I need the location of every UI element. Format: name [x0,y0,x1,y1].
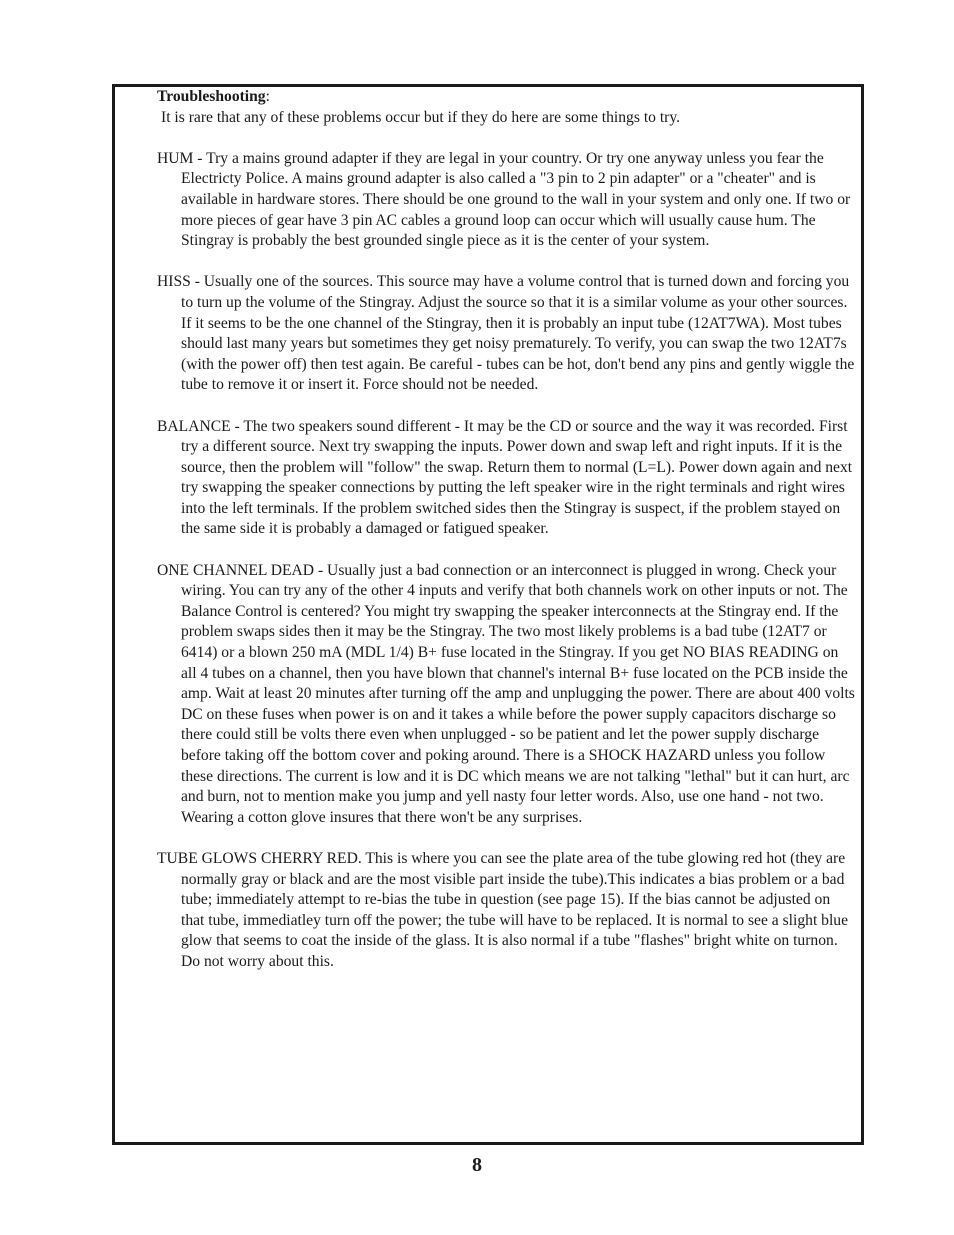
tube-glows-cherry-red-paragraph: TUBE GLOWS CHERRY RED. This is where you can see the plate area of the tube glowing red hot (they are normally gray or black and are the most visible part inside the tube).This indicates a bias problem or a bad tube; immediately attempt to re-bias the tube in question (see page 15). If the bias cannot be adjusted on that tube, immediatley turn off the power; the tube will have to be replaced. It is normal to see a slight blue glow that seems to coat the inside of the glass. It is also normal if a tube "flashes" bright white on turnon. Do not worry about this. [157,849,849,970]
hiss-paragraph: HISS - Usually one of the sources. This source may have a volume control that is turned down and forcing you to turn up the volume of the Stingray. Adjust the source so that it is a similar volume as your other sources. If it seems to be the one channel of the Stingray, then it is probably an input tube (12AT7WA). Most tubes should last many years but sometimes they get noisy prematurely. To verify, you can swap the two 12AT7s (with the power off) then test again. Be careful - tubes can be hot, don't bend any pins and gently wiggle the tube to remove it or insert it. Force should not be needed. [157,273,855,394]
troubleshooting-title: Troubleshooting [157,88,266,105]
page-number: 8 [472,1154,482,1176]
heading-colon: : [265,88,270,105]
balance-paragraph: BALANCE - The two speakers sound different - It may be the CD or source and the way it was recorded. First try a different source. Next try swapping the inputs. Power down and swap left and right inputs. If it is the source, then the problem will "follow" the swap. Return them to normal (L=L). Power down again and next try swapping the speaker connections by putting the left speaker wire in the right terminals and right wires into the left terminals. If the problem switched sides then the Stingray is suspect, if the problem stayed on the same side it is probably a damaged or fatigued speaker. [157,417,853,538]
section-heading [157,87,857,108]
intro-paragraph: It is rare that any of these problems occur but if they do here are some things to try. [161,108,681,126]
document-body [157,87,857,993]
hum-paragraph: HUM - Try a mains ground adapter if they are legal in your country. Or try one anyway unless you fear the Electricty Police. A mains ground adapter is also called a "3 pin to 2 pin adapter" or a "cheater" and is available in hardware stores. There should be one ground to the wall in your system and only one. If two or more pieces of gear have 3 pin AC cables a ground loop can occur which will usually cause hum. The Stingray is probably the best grounded single piece as it is the center of your system. [157,149,851,250]
one-channel-dead-paragraph: ONE CHANNEL DEAD - Usually just a bad connection or an interconnect is plugged in wrong. Check your wiring. You can try any of the other 4 inputs and verify that both channels work on other inputs or not. The Balance Control is centered? You might try swapping the speaker interconnects at the Stingray end. If the problem swaps sides then it may be the Stingray. The two most likely problems is a bad tube (12AT7 or 6414) or a blown 250 mA (MDL 1/4) B+ fuse located in the Stingray. If you get NO BIAS READING on all 4 tubes on a channel, then you have blown that channel's internal B+ fuse located on the PCB inside the amp. Wait at least 20 minutes after turning off the amp and unplugging the power. There are about 400 volts DC on these fuses when power is on and it takes a while before the power supply capacitors discharge so there could still be volts there even when unplugged - so be patient and let the power supply discharge before taking off the bottom cover and poking around. There is a SHOCK HAZARD unless you follow these directions. The current is low and it is DC which means we are not talking "lethal" but it can hurt, arc and burn, not to mention make you jump and yell nasty four letter words. Also, use one hand - not two. Wearing a cotton glove insures that there won't be any surprises. [157,561,855,826]
